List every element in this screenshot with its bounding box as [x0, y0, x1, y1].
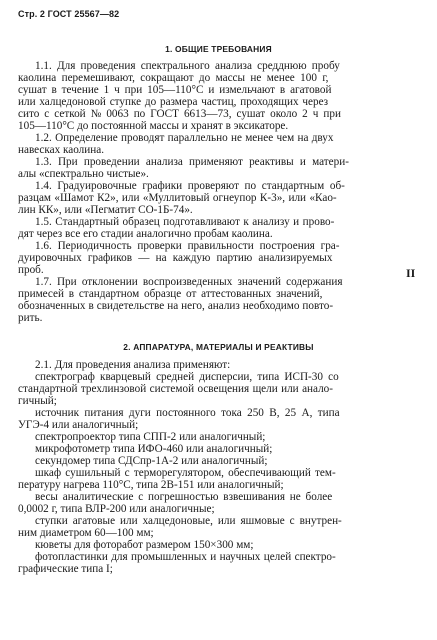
- paragraph-line: 1.1. Для проведения спектрального анализа средднюю пробу: [35, 60, 340, 72]
- paragraph-line: примесей в стандартном образце от аттестованных значений,: [18, 288, 323, 300]
- list-item-line: графические типа I;: [18, 563, 113, 575]
- paragraph-line: 105—110°С до постоянной массы и хранят в эксикаторе.: [18, 120, 289, 132]
- list-item-line: УГЭ-4 или аналогичный;: [18, 419, 139, 431]
- section-1-title: 1. ОБЩИЕ ТРЕБОВАНИЯ: [165, 44, 272, 54]
- list-item-line: секундомер типа СДСпр-1А-2 или аналогичный;: [35, 455, 268, 467]
- list-item-line: весы аналитические с погрешностью взвешивания не более: [35, 491, 333, 503]
- paragraph-line: разцам «Шамот К2», или «Муллитовый огнеупор К-3», или «Као-: [18, 192, 337, 204]
- paragraph-line: проб.: [18, 264, 44, 276]
- list-item-line: пературу нагрева 110°С, типа 2В-151 или аналогичный;: [18, 479, 284, 491]
- paragraph-line: сито с сеткой № 0063 по ГОСТ 6613—73, сушат около 2 ч при: [18, 108, 341, 120]
- list-item-line: гичный;: [18, 395, 57, 407]
- paragraph-line: сушат в течение 1 ч при 105—110°С и измельчают в агатовой: [18, 84, 332, 96]
- list-item-line: 0,0002 г, типа ВЛР-200 или аналогичные;: [18, 503, 215, 515]
- paragraph-line: 2.1. Для проведения анализа применяют:: [35, 359, 231, 371]
- list-item-line: микрофотометр типа ИФО-460 или аналогичный;: [35, 443, 273, 455]
- paragraph-line: лин КК», или «Пегматит СО-1Б-74».: [18, 204, 193, 216]
- section-2-title: 2. АППАРАТУРА, МАТЕРИАЛЫ И РЕАКТИВЫ: [123, 342, 314, 352]
- paragraph-line: навесках каолина.: [18, 144, 104, 156]
- list-item-line: шкаф сушильный с терморегулятором, обеспечивающий тем-: [35, 467, 336, 479]
- list-item-line: кюветы для фоторабот размером 150×300 мм;: [35, 539, 254, 551]
- margin-mark: II: [406, 266, 416, 280]
- paragraph-line: дуировочных графиков — на каждую партию анализируемых: [18, 252, 333, 264]
- list-item-line: спектрограф кварцевый средней дисперсии, типа ИСП-30 со: [35, 371, 339, 383]
- list-item-line: источник питания дуги постоянного тока 250 В, 25 А, типа: [35, 407, 340, 419]
- paragraph-line: дят через все его стадии аналогично пробам каолина.: [18, 228, 273, 240]
- paragraph-line: или халцедоновой ступке до размера частиц, проходящих через: [18, 96, 329, 108]
- paragraph-line: каолина перемешивают, сокращают до массы не менее 100 г,: [18, 72, 329, 84]
- list-item-line: спектропроектор типа СПП-2 или аналогичный;: [35, 431, 266, 443]
- paragraph-line: обозначенных в свидетельстве на него, анализ необходимо повто-: [18, 300, 334, 312]
- paragraph-line: 1.5. Стандартный образец подготавливают к анализу и прово-: [35, 216, 335, 228]
- paragraph-line: 1.3. При проведении анализа применяют реактивы и матери-: [35, 156, 349, 168]
- paragraph-line: 1.4. Градуировочные графики проверяют по стандартным об-: [35, 180, 345, 192]
- paragraph-line: алы «спектрально чистые».: [18, 168, 149, 180]
- paragraph-line: 1.7. При отклонении воспроизведенных значений содержания: [35, 276, 343, 288]
- paragraph-line: 1.6. Периодичность проверки правильности построения гра-: [35, 240, 340, 252]
- page-header: Стр. 2 ГОСТ 25567—82: [18, 9, 120, 19]
- list-item-line: фотопластинки для промышленных и научных целей спектро-: [35, 551, 336, 563]
- list-item-line: ступки агатовые или халцедоновые, или яшмовые с внутрен-: [35, 515, 342, 527]
- list-item-line: ним диаметром 60—100 мм;: [18, 527, 154, 539]
- list-item-line: стандартной трехлинзовой системой освещения щели или анало-: [18, 383, 333, 395]
- paragraph-line: 1.2. Определение проводят параллельно не менее чем на двух: [35, 132, 334, 144]
- paragraph-line: рить.: [18, 312, 43, 324]
